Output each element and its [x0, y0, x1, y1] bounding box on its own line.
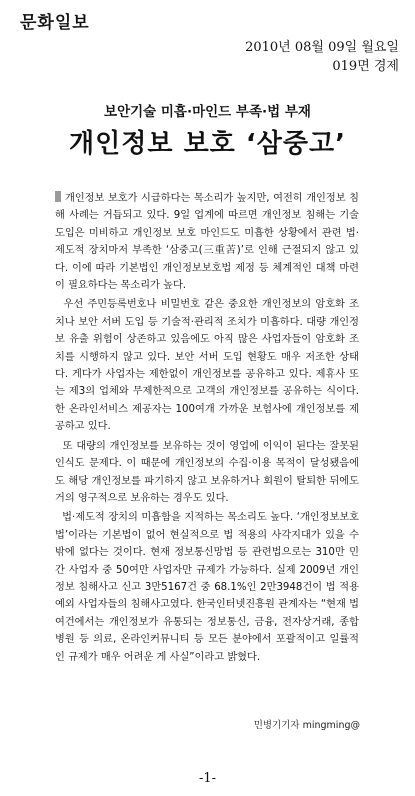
lead-marker-icon — [55, 191, 61, 202]
article-paragraph-4 — [55, 509, 359, 666]
paragraph-text: 우선 주민등록번호나 비밀번호 같은 중요한 개인정보의 암호화 조치나 보안 서버 도입 등 기술적·관리적 조치가 미흡하다. 대량 개인정보 유출 위험이 상존하고 있음에도 아직 많은 사업자들이 암호화 조치를 시행하지 않고 있다. 보안 서버 도입 현황도 매우 저조한 상태다. 게다가 사업자는 제한없이 개인정보를 공유하고 있다. 제휴사 또는 제3의 업체와 무제한적으로 고객의 개인정보를 공유하는 식이다. 한 온라인서비스 제공자는 100여개 가까운 보험사에 개인정보를 제공하고 있다. — [55, 299, 359, 433]
newspaper-masthead: 문화일보 — [20, 13, 90, 33]
reporter-byline: 민병기기자 mingming@ — [253, 720, 360, 731]
article-paragraph-2 — [55, 296, 359, 435]
dateline — [245, 38, 399, 76]
page-number: -1- — [198, 771, 217, 786]
article-kicker: 보안기술 미흡·마인드 부족·법 부재 — [104, 104, 311, 120]
article-paragraph-3 — [55, 438, 359, 508]
article-headline: 개인정보 보호 ‘삼중고’ — [69, 129, 346, 159]
article-paragraph-1 — [55, 190, 359, 294]
paragraph-text: 또 대량의 개인정보를 보유하는 것이 영업에 이익이 된다는 잘못된 인식도 문제다. 이 때문에 개인정보의 수집·이용 목적이 달성됐음에도 해당 개인정보를 파기하지 않고 보유하거나 회원이 탈퇴한 뒤에도 거의 영구적으로 보유하는 경우도 있다. — [55, 440, 359, 504]
paragraph-text: 개인정보 보호가 시급하다는 목소리가 높지만, 여전히 개인정보 침해 사례는 거듭되고 있다. 9일 업계에 따르면 개인정보 침해는 기술 도입은 미비하고 개인정보 보호 마인드도 미흡한 상황에서 관련 법·제도적 장치마저 부족한 ‘삼중고(三重苦)’로 인해 근절되지 않고 있다. 이에 따라 기본법인 개인정보보호법 제정 등 체계적인 대책 마련이 필요하다는 목소리가 높다. — [55, 193, 359, 292]
publication-date: 2010년 08월 09일 월요일 — [245, 40, 399, 55]
paragraph-text: 법·제도적 장치의 미흡함을 지적하는 목소리도 높다. ‘개인정보보호법’이라는 기본법이 없어 현실적으로 법 적용의 사각지대가 있을 수밖에 없다는 것이다. 현재 정보통신망법 등 관련법으로는 310만 민간 사업자 중 50여만 사업자만 규제가 가능하다. 실제 2009년 개인정보 침해사고 신고 3만5167건 중 68.1%인 2만3948건이 법 적용 예외 사업자들의 침해사고였다. 한국인터넷진흥원 관계자는 “현재 법 여건에서는 개인정보가 유통되는 정보통신, 금융, 전자상거래, 종합병원 등 의료, 온라인커뮤니티 등 모든 분야에서 포괄적이고 일률적인 규제가 매우 어려운 게 사실”이라고 밝혔다. — [55, 512, 360, 663]
page-section: 019면 경제 — [332, 59, 399, 74]
article-body — [55, 190, 359, 668]
